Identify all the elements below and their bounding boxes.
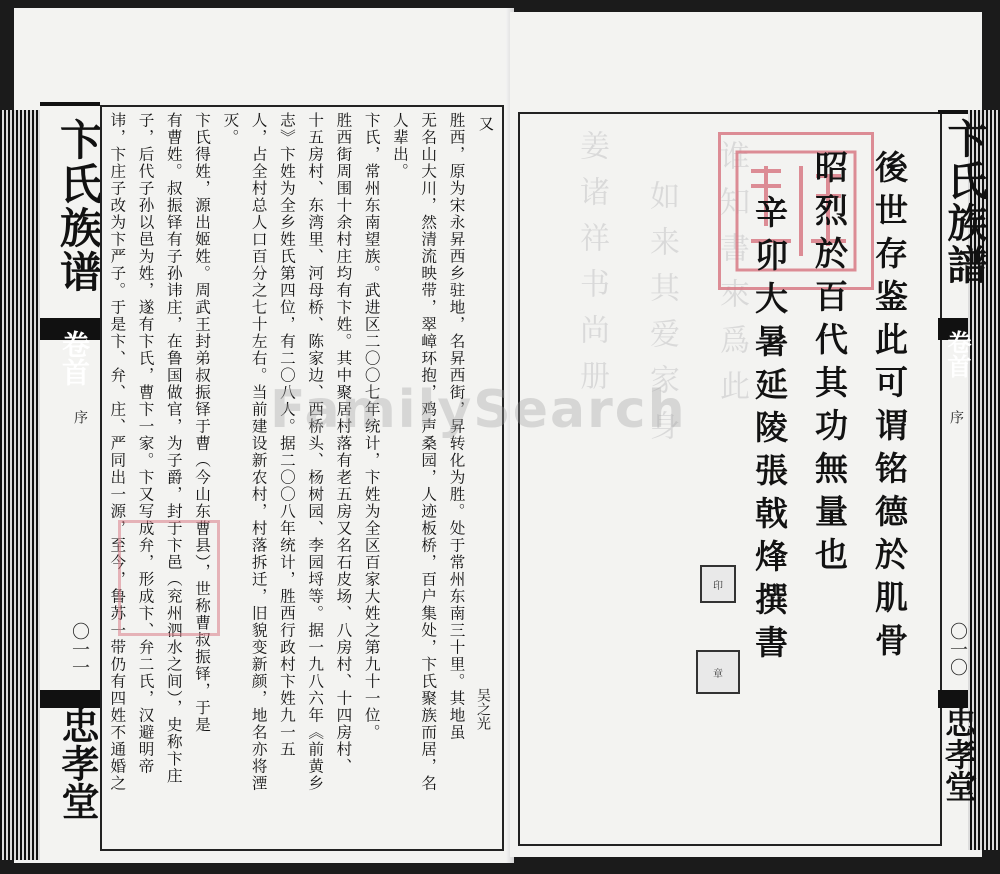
heading-column-space: [472, 112, 497, 812]
show-through-text: 姜诸祥书尚册: [574, 130, 609, 406]
left-section: 序: [72, 410, 88, 424]
left-page-number: 〇一一: [69, 622, 90, 676]
right-page-number: 〇一〇: [947, 622, 968, 676]
preface-author: 吴之光: [475, 688, 491, 730]
show-through-text: 谁知書來爲此: [714, 140, 749, 416]
calligraphy-column: 辛卯大暑延陵張戟烽撰書: [750, 195, 789, 668]
text-column: 讳，卞庄子改为卞严子。于是卞、弁、庄、严同出一源，至今，鲁苏一带仍有四姓不通婚之: [108, 112, 127, 792]
text-column: 无名山大川，然清流映带，翠嶂环抱，鸡声桑园，人迹板桥，百户集处，卞氏聚族而居，名: [419, 112, 438, 792]
text-column: 卞氏，常州东南望族。武进区二〇〇七年统计，卞姓为全区百家大姓之第九十一位。: [362, 112, 381, 741]
preface-columns: [104, 112, 496, 812]
calligraphy-column: 後世存鉴此可谓铭德於肌骨: [870, 150, 909, 666]
text-column: 胜西街周围十余村庄均有卞姓。其中聚居村落有老五房又名石皮场、八房村、十四房村、: [334, 112, 353, 775]
left-hall-name: 忠孝堂: [55, 706, 100, 820]
faded-seal-stamp: [118, 520, 220, 636]
preface-heading: 又: [477, 116, 495, 131]
text-column: 子，后代子孙以邑为姓，遂有卞氏，曹卞一家。卞又写成弁，形成卞、弁二氏，汉避明帝: [136, 112, 155, 775]
text-column: 十五房村、东湾里、河母桥、陈家边、西桥头、杨树园、李园埒等。据一九八六年《前黄乡: [306, 112, 325, 792]
text-column: 灭。: [221, 112, 240, 146]
artist-seal-stamp: 印: [700, 565, 736, 603]
left-volume: 卷首: [58, 330, 91, 386]
text-column: 人辈出。: [390, 112, 409, 180]
text-column: 胜西，原为宋永昇西乡驻地，名昇西街，昇转化为胜。处于常州东南三十里。其地虽: [447, 112, 466, 741]
right-book-title: 卞氏族譜: [941, 118, 988, 286]
show-through-text: 如来其爱家身: [644, 180, 679, 456]
text-column: 人，占全村总人口百分之七十左右。当前建设新农村，村落拆迁，旧貌变新颜，地名亦将湮: [249, 112, 268, 792]
text-column: 有曹姓。叔振铎有子孙讳庄，在鲁国做官，为子爵，封于卞邑（兖州泗水之间），史称卞庄: [164, 112, 183, 785]
left-tab-rule-top: [40, 102, 100, 106]
left-page-edges: [0, 110, 40, 860]
right-volume: 卷首: [943, 330, 972, 378]
right-section: 序: [948, 410, 964, 424]
artist-seal-stamp: 章: [696, 650, 740, 694]
text-column: 志》卞姓为全乡姓氏第四位，有二〇八人。据二〇〇八年统计，胜西行政村卞姓九一五: [277, 112, 296, 758]
left-book-title: 卞氏族谱: [54, 118, 103, 294]
calligraphy-column: 昭烈於百代其功無量也: [810, 150, 849, 580]
watermark: FamilySearch: [270, 380, 687, 440]
text-column: 卞氏得姓，源出姬姓。周武王封弟叔振铎于曹（今山东曹县），世称曹叔振铎，于是: [193, 112, 212, 734]
right-hall-name: 忠孝堂: [940, 706, 978, 802]
right-tab-rule-top: [938, 110, 968, 114]
